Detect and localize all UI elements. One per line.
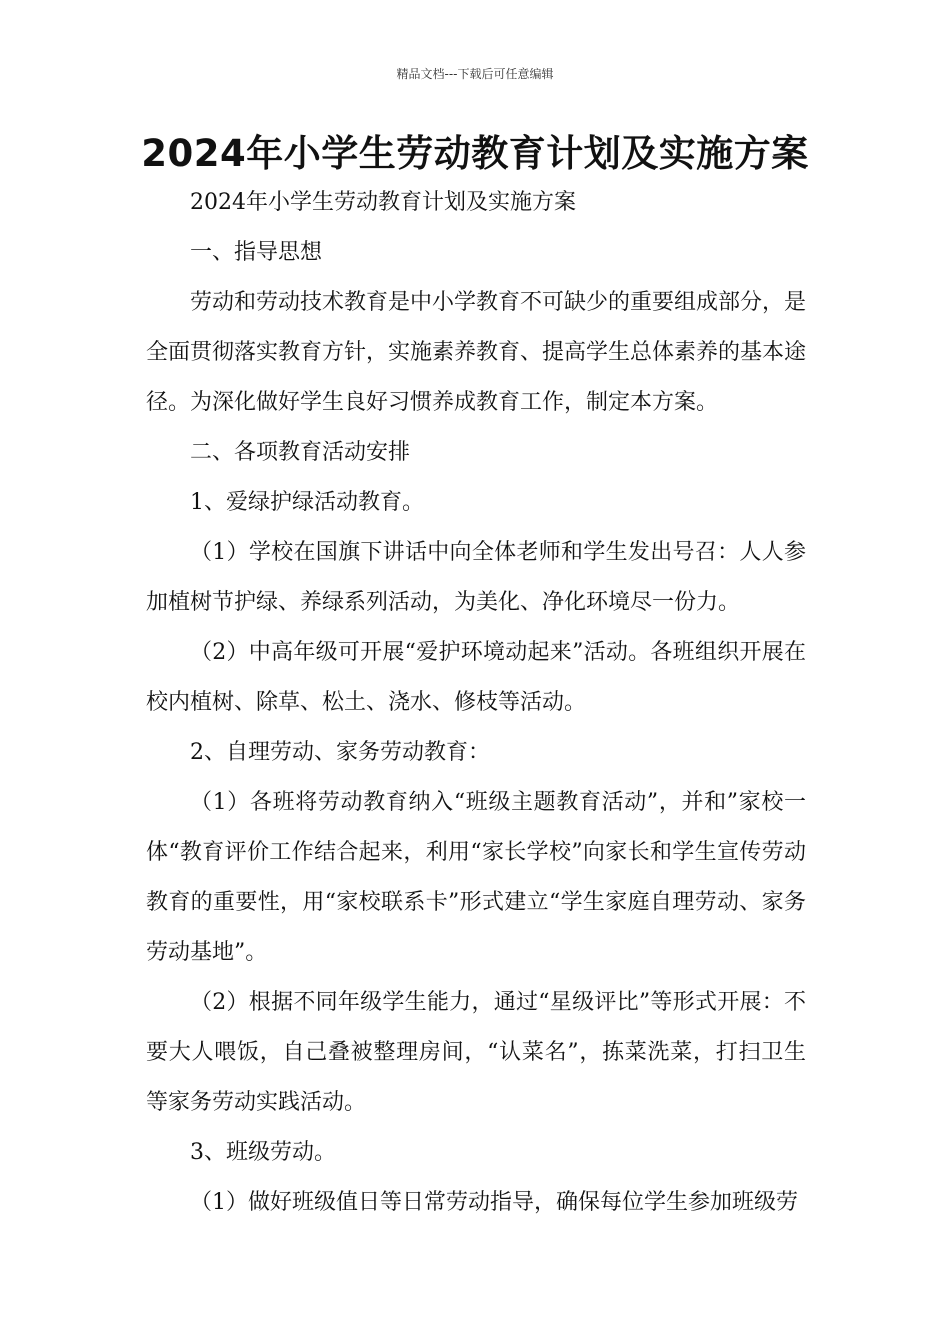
paragraph-self-care-1: （1）各班将劳动教育纳入“班级主题教育活动”，并和”家校一体“教育评价工作结合起来，利用“家长学校”向家长和学生宣传劳动教育的重要性，用“家校联系卡”形式建立“学生家庭自理劳动、家务劳动基地”。 [146,790,806,965]
section-heading-guiding-thought: 一、指导思想 [190,240,323,265]
paragraph-green-2: （2）中高年级可开展“爱护环境动起来”活动。各班组织开展在校内植树、除草、松土、浇水、修枝等活动。 [146,640,806,715]
document-body [146,178,806,1228]
subheading-self-care-labor: 2、自理劳动、家务劳动教育： [190,740,490,765]
section-heading-activities: 二、各项教育活动安排 [190,440,411,465]
document-title: 2024年小学生劳动教育计划及实施方案 [141,132,809,175]
paragraph-class-labor-1: （1）做好班级值日等日常劳动指导，确保每位学生参加班级劳 [190,1190,798,1215]
paragraph-green-1: （1）学校在国旗下讲话中向全体老师和学生发出号召：人人参加植树节护绿、养绿系列活动，为美化、净化环境尽一份力。 [146,540,806,615]
subheading-green-activity: 1、爱绿护绿活动教育。 [190,490,424,515]
header-note: 精品文档---下载后可任意编辑 [396,67,554,81]
paragraph-subtitle: 2024年小学生劳动教育计划及实施方案 [190,190,576,215]
paragraph-self-care-2: （2）根据不同年级学生能力，通过“星级评比”等形式开展：不要大人喂饭，自己叠被整理房间，“认菜名”，拣菜洗菜，打扫卫生等家务劳动实践活动。 [146,990,806,1115]
paragraph-guiding-thought: 劳动和劳动技术教育是中小学教育不可缺少的重要组成部分，是全面贯彻落实教育方针，实施素养教育、提高学生总体素养的基本途径。为深化做好学生良好习惯养成教育工作，制定本方案。 [146,290,807,415]
subheading-class-labor: 3、班级劳动。 [190,1140,336,1165]
